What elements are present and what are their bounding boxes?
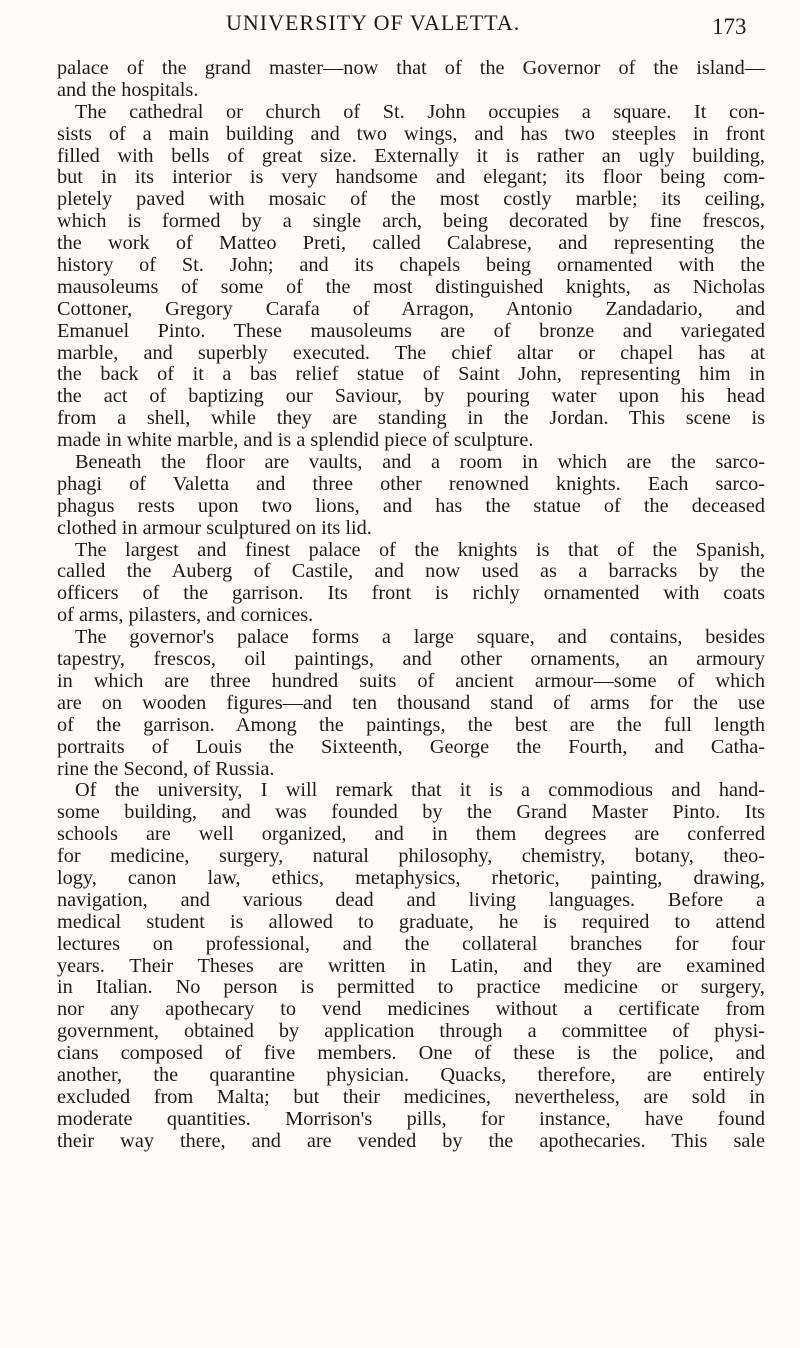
text-line: phagi of Valetta and three other renowned knights. Each sarco-	[57, 472, 765, 495]
text-line: Of the university, I will remark that it is a commodious and hand-	[75, 779, 765, 802]
text-line: their way there, and are vended by the apothecaries. This sale	[57, 1129, 765, 1152]
text-line: The largest and finest palace of the knights is that of the Spanish,	[75, 538, 765, 561]
text-line: phagus rests upon two lions, and has the statue of the deceased	[57, 494, 765, 517]
text-line: and the hospitals.	[57, 78, 199, 101]
text-line: mausoleums of some of the most distinguished knights, as Nicholas	[57, 275, 765, 298]
text-line: officers of the garrison. Its front is richly ornamented with coats	[57, 582, 765, 605]
running-header	[0, 8, 800, 48]
text-line: nor any apothecary to vend medicines without a certificate from	[57, 998, 765, 1021]
text-line: of the garrison. Among the paintings, the best are the full length	[57, 713, 765, 736]
text-line: lectures on professional, and the collateral branches for four	[57, 932, 765, 955]
text-line: medical student is allowed to graduate, he is required to attend	[57, 910, 765, 933]
text-line: The governor's palace forms a large square, and contains, besides	[75, 626, 765, 649]
page-number: 173	[712, 14, 747, 39]
text-line: are on wooden figures—and ten thousand stand of arms for the use	[57, 691, 765, 714]
text-line: palace of the grand master—now that of the Governor of the island—	[57, 57, 765, 79]
text-line: navigation, and various dead and living languages. Before a	[57, 888, 765, 911]
text-line: another, the quarantine physician. Quacks, therefore, are entirely	[57, 1063, 765, 1086]
text-line: which is formed by a single arch, being decorated by fine frescos,	[57, 210, 765, 233]
text-line: logy, canon law, ethics, metaphysics, rhetoric, painting, drawing,	[57, 866, 765, 889]
text-line: Beneath the floor are vaults, and a room in which are the sarco-	[75, 451, 765, 474]
text-line: moderate quantities. Morrison's pills, for instance, have found	[57, 1107, 765, 1130]
text-line: in which are three hundred suits of ancient armour—some of which	[57, 669, 765, 692]
text-line: cians composed of five members. One of these is the police, and	[57, 1042, 765, 1065]
text-line: the work of Matteo Preti, called Calabrese, and representing the	[57, 232, 765, 255]
text-line: in Italian. No person is permitted to practice medicine or surgery,	[57, 976, 765, 999]
text-line: the back of it a bas relief statue of Saint John, representing him in	[57, 363, 765, 386]
body-text	[57, 58, 765, 1153]
text-line: of arms, pilasters, and cornices.	[57, 604, 314, 627]
text-line: Cottoner, Gregory Carafa of Arragon, Antonio Zandadario, and	[57, 297, 765, 320]
text-line: The cathedral or church of St. John occupies a square. It con-	[75, 100, 765, 123]
text-line: called the Auberg of Castile, and now used as a barracks by the	[57, 560, 765, 583]
text-line: for medicine, surgery, natural philosophy, chemistry, botany, theo-	[57, 845, 765, 868]
running-title: UNIVERSITY OF VALETTA.	[226, 10, 521, 35]
text-line: marble, and superbly executed. The chief altar or chapel has at	[57, 341, 765, 364]
text-line: Emanuel Pinto. These mausoleums are of bronze and variegated	[57, 319, 765, 342]
text-line: sists of a main building and two wings, and has two steeples in front	[57, 122, 765, 145]
text-line: but in its interior is very handsome and elegant; its floor being com-	[57, 166, 765, 189]
text-line: tapestry, frescos, oil paintings, and other ornaments, an armoury	[57, 648, 765, 671]
text-line: the act of baptizing our Saviour, by pouring water upon his head	[57, 385, 765, 408]
text-line: filled with bells of great size. Externally it is rather an ugly building,	[57, 144, 765, 167]
text-line: years. Their Theses are written in Latin, and they are examined	[57, 954, 765, 977]
text-line: clothed in armour sculptured on its lid.	[57, 516, 372, 539]
text-line: portraits of Louis the Sixteenth, George the Fourth, and Catha-	[57, 735, 765, 758]
text-line: made in white marble, and is a splendid piece of sculpture.	[57, 429, 534, 452]
text-line: schools are well organized, and in them degrees are conferred	[57, 823, 765, 846]
text-line: rine the Second, of Russia.	[57, 757, 275, 780]
text-line: history of St. John; and its chapels being ornamented with the	[57, 254, 765, 277]
text-line: government, obtained by application through a committee of physi-	[57, 1020, 765, 1043]
text-line: some building, and was founded by the Grand Master Pinto. Its	[57, 801, 765, 824]
text-line: excluded from Malta; but their medicines, nevertheless, are sold in	[57, 1085, 765, 1108]
text-line: from a shell, while they are standing in the Jordan. This scene is	[57, 407, 765, 430]
text-line: pletely paved with mosaic of the most costly marble; its ceiling,	[57, 188, 765, 211]
